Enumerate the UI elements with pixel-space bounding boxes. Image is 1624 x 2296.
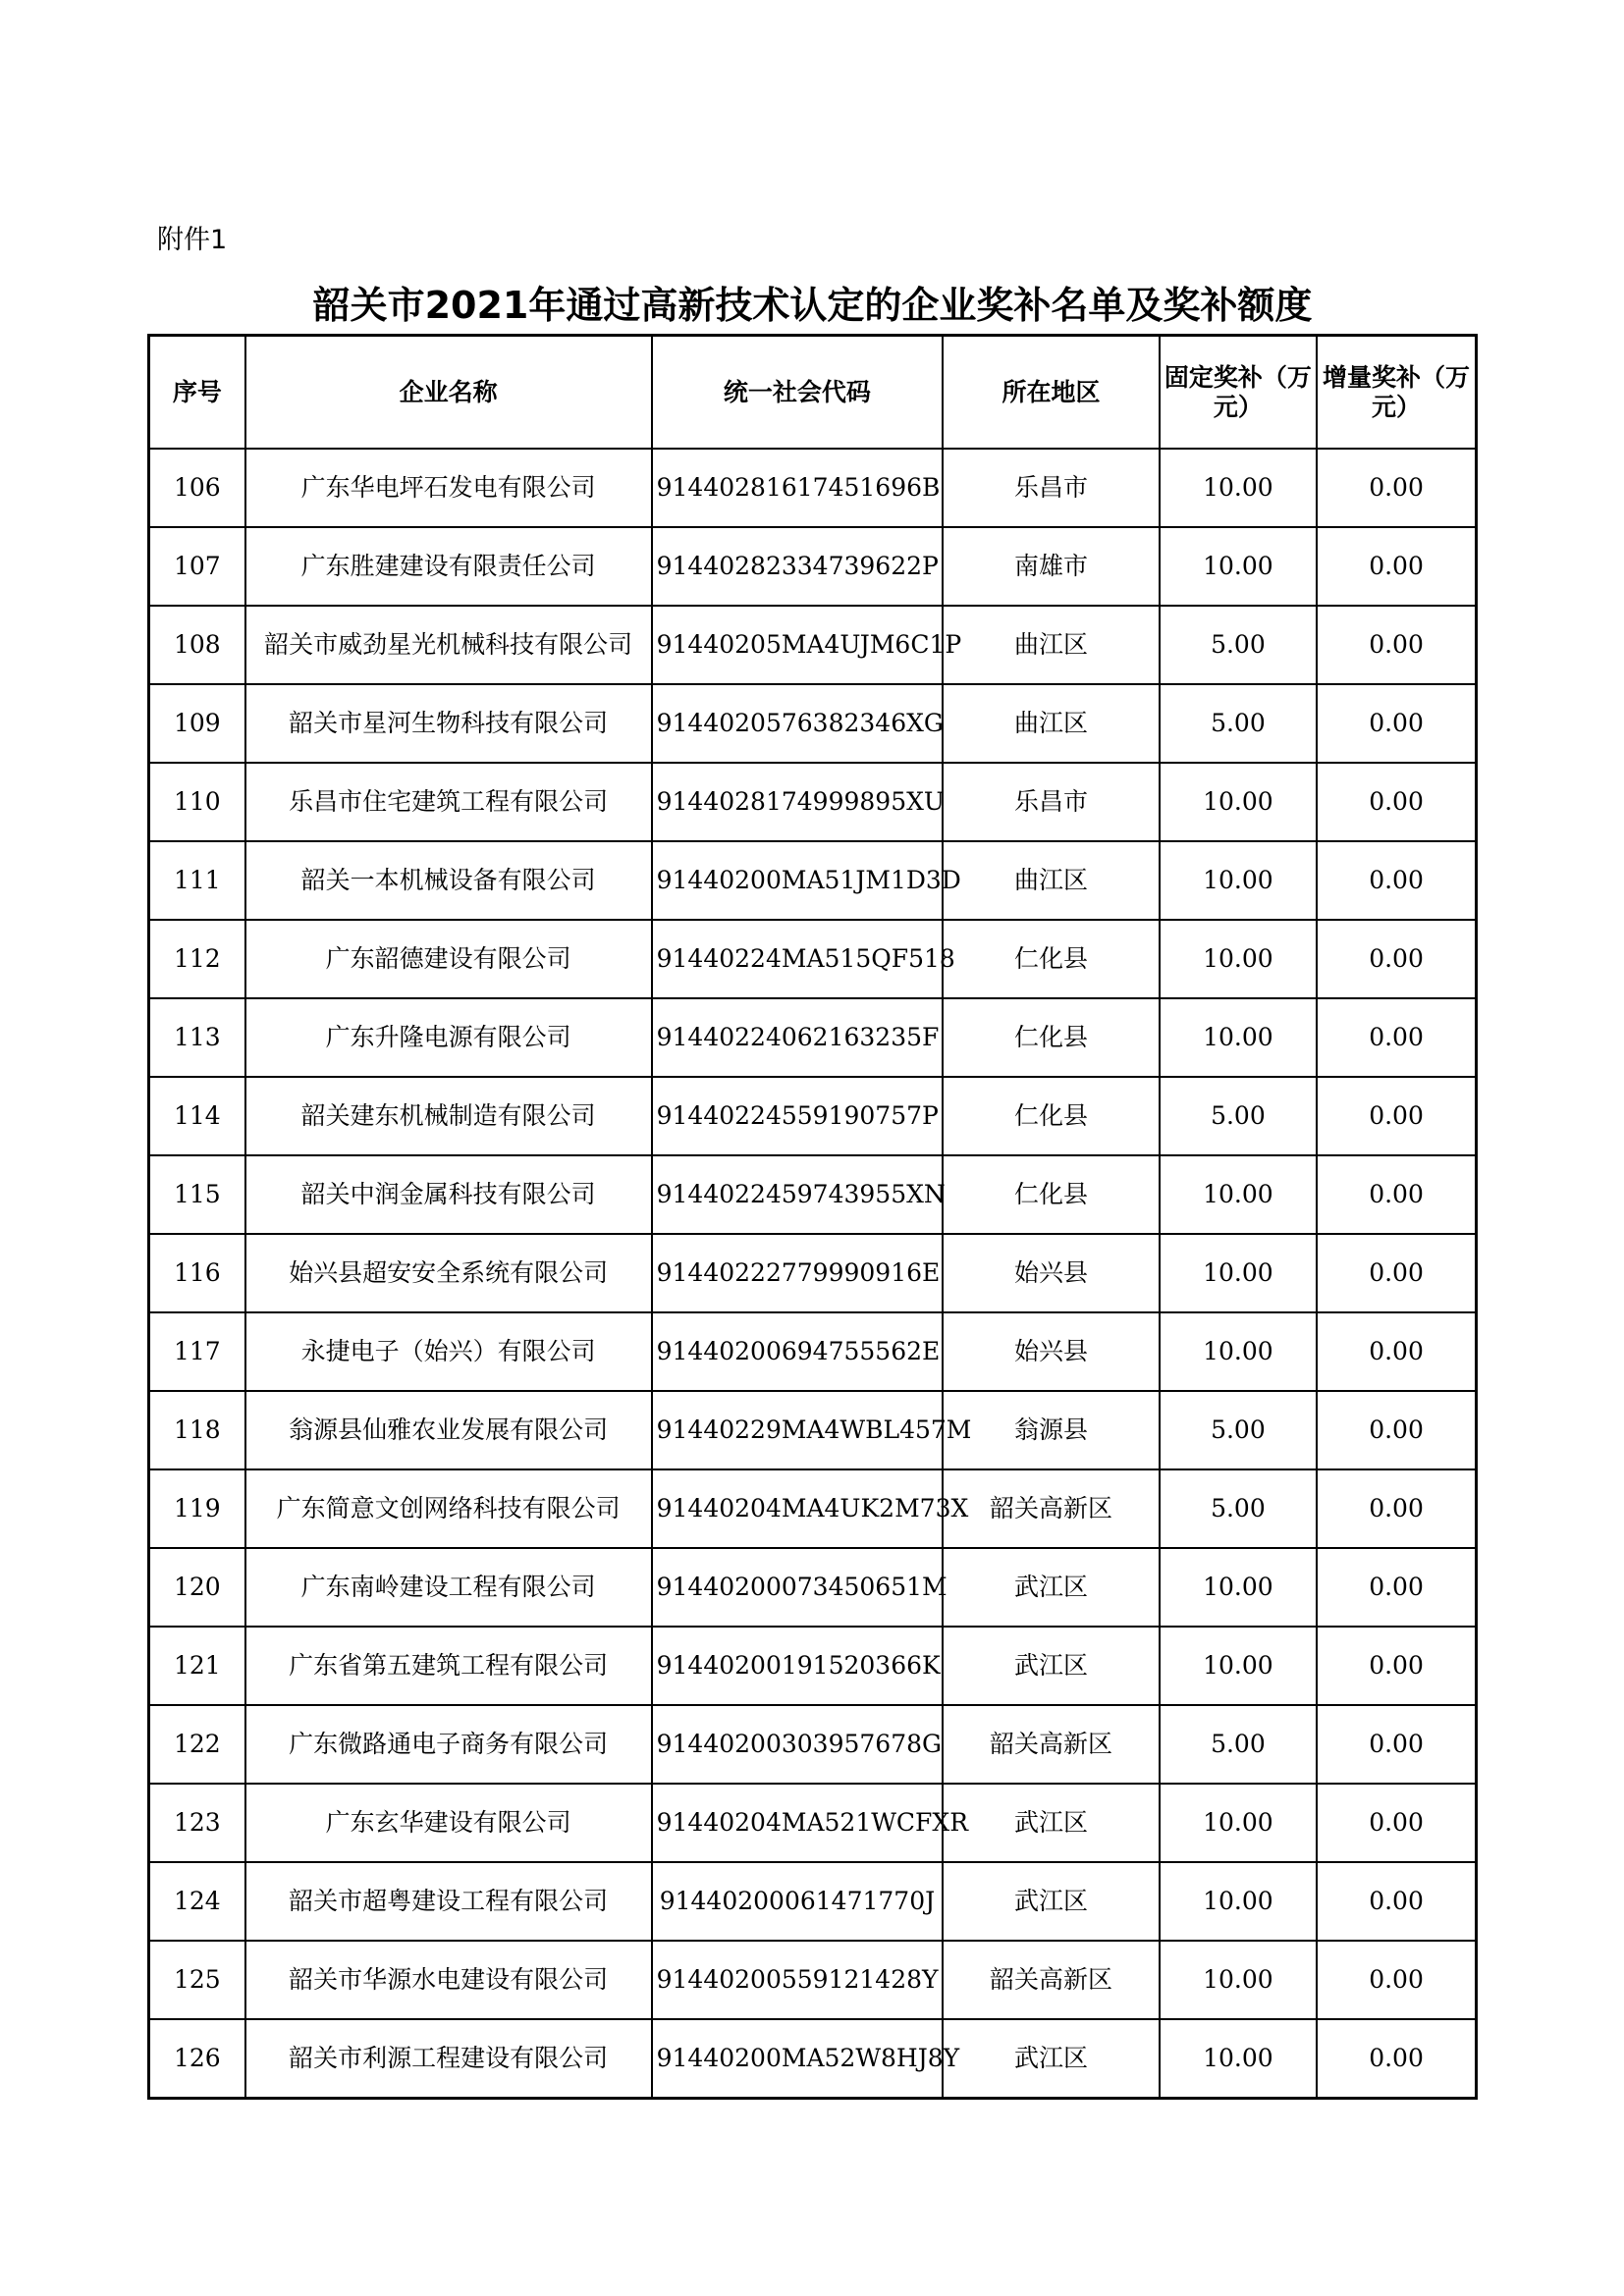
region-cell: 韶关高新区: [943, 1469, 1159, 1548]
fixed-award-cell: 10.00: [1160, 1312, 1317, 1391]
fixed-award-cell: 10.00: [1160, 1784, 1317, 1862]
table-body: [149, 449, 1477, 2099]
fixed-award-cell: 10.00: [1160, 920, 1317, 998]
credit-code-cell: 91440200073450651M: [652, 1548, 944, 1627]
seq-cell: 109: [149, 684, 245, 763]
region-cell: 仁化县: [943, 1155, 1159, 1234]
seq-cell: 117: [149, 1312, 245, 1391]
seq-cell: 118: [149, 1391, 245, 1469]
region-cell: 乐昌市: [943, 449, 1159, 527]
table-row: [149, 2019, 1477, 2099]
company-name-cell: 翁源县仙雅农业发展有限公司: [245, 1391, 652, 1469]
company-name-cell: 广东韶德建设有限公司: [245, 920, 652, 998]
company-name-cell: 乐昌市住宅建筑工程有限公司: [245, 763, 652, 841]
credit-code-cell: 91440282334739622P: [652, 527, 944, 606]
incremental-award-cell: 0.00: [1317, 527, 1476, 606]
seq-cell: 111: [149, 841, 245, 920]
credit-code-cell: 91440281617451696B: [652, 449, 944, 527]
incremental-award-cell: 0.00: [1317, 1391, 1476, 1469]
company-name-cell: 韶关中润金属科技有限公司: [245, 1155, 652, 1234]
seq-cell: 110: [149, 763, 245, 841]
header-region: 所在地区: [943, 336, 1159, 450]
incremental-award-cell: 0.00: [1317, 1941, 1476, 2019]
company-name-cell: 始兴县超安安全系统有限公司: [245, 1234, 652, 1312]
region-cell: 仁化县: [943, 920, 1159, 998]
table-row: [149, 1077, 1477, 1155]
seq-cell: 112: [149, 920, 245, 998]
incremental-award-cell: 0.00: [1317, 920, 1476, 998]
company-name-cell: 广东省第五建筑工程有限公司: [245, 1627, 652, 1705]
fixed-award-cell: 10.00: [1160, 1155, 1317, 1234]
credit-code-cell: 91440204MA521WCFXR: [652, 1784, 944, 1862]
seq-cell: 119: [149, 1469, 245, 1548]
fixed-award-cell: 5.00: [1160, 1705, 1317, 1784]
credit-code-cell: 9144020576382346XG: [652, 684, 944, 763]
company-name-cell: 永捷电子（始兴）有限公司: [245, 1312, 652, 1391]
seq-cell: 121: [149, 1627, 245, 1705]
fixed-award-cell: 5.00: [1160, 1469, 1317, 1548]
table-row: [149, 763, 1477, 841]
incremental-award-cell: 0.00: [1317, 763, 1476, 841]
table-row: [149, 920, 1477, 998]
region-cell: 武江区: [943, 1784, 1159, 1862]
fixed-award-cell: 10.00: [1160, 1627, 1317, 1705]
incremental-award-cell: 0.00: [1317, 998, 1476, 1077]
header-row: [149, 336, 1477, 450]
fixed-award-cell: 10.00: [1160, 1548, 1317, 1627]
company-name-cell: 韶关市超粤建设工程有限公司: [245, 1862, 652, 1941]
fixed-award-cell: 5.00: [1160, 606, 1317, 684]
header-fixed-award: 固定奖补（万元）: [1160, 336, 1317, 450]
company-name-cell: 广东南岭建设工程有限公司: [245, 1548, 652, 1627]
credit-code-cell: 91440200694755562E: [652, 1312, 944, 1391]
region-cell: 仁化县: [943, 1077, 1159, 1155]
region-cell: 武江区: [943, 1548, 1159, 1627]
table-row: [149, 998, 1477, 1077]
region-cell: 曲江区: [943, 841, 1159, 920]
seq-cell: 124: [149, 1862, 245, 1941]
credit-code-cell: 91440200061471770J: [652, 1862, 944, 1941]
region-cell: 始兴县: [943, 1234, 1159, 1312]
region-cell: 曲江区: [943, 606, 1159, 684]
region-cell: 武江区: [943, 2019, 1159, 2099]
region-cell: 武江区: [943, 1627, 1159, 1705]
seq-cell: 115: [149, 1155, 245, 1234]
credit-code-cell: 91440204MA4UK2M73X: [652, 1469, 944, 1548]
credit-code-cell: 91440222779990916E: [652, 1234, 944, 1312]
region-cell: 韶关高新区: [943, 1705, 1159, 1784]
fixed-award-cell: 10.00: [1160, 1234, 1317, 1312]
company-name-cell: 广东玄华建设有限公司: [245, 1784, 652, 1862]
incremental-award-cell: 0.00: [1317, 1627, 1476, 1705]
fixed-award-cell: 10.00: [1160, 841, 1317, 920]
header-incremental-award: 增量奖补（万元）: [1317, 336, 1476, 450]
fixed-award-cell: 10.00: [1160, 527, 1317, 606]
document-title: 韶关市2021年通过高新技术认定的企业奖补名单及奖补额度: [312, 284, 1313, 327]
header-seq: 序号: [149, 336, 245, 450]
incremental-award-cell: 0.00: [1317, 606, 1476, 684]
table-row: [149, 1862, 1477, 1941]
credit-code-cell: 91440200303957678G: [652, 1705, 944, 1784]
incremental-award-cell: 0.00: [1317, 1862, 1476, 1941]
region-cell: 武江区: [943, 1862, 1159, 1941]
company-name-cell: 韶关建东机械制造有限公司: [245, 1077, 652, 1155]
fixed-award-cell: 5.00: [1160, 1391, 1317, 1469]
credit-code-cell: 91440200191520366K: [652, 1627, 944, 1705]
seq-cell: 116: [149, 1234, 245, 1312]
attachment-label: 附件1: [157, 225, 228, 255]
fixed-award-cell: 10.00: [1160, 2019, 1317, 2099]
region-cell: 翁源县: [943, 1391, 1159, 1469]
fixed-award-cell: 10.00: [1160, 1862, 1317, 1941]
region-cell: 仁化县: [943, 998, 1159, 1077]
seq-cell: 108: [149, 606, 245, 684]
table-row: [149, 1469, 1477, 1548]
incremental-award-cell: 0.00: [1317, 1469, 1476, 1548]
table-row: [149, 1548, 1477, 1627]
incremental-award-cell: 0.00: [1317, 1077, 1476, 1155]
region-cell: 韶关高新区: [943, 1941, 1159, 2019]
table-row: [149, 1234, 1477, 1312]
seq-cell: 120: [149, 1548, 245, 1627]
fixed-award-cell: 5.00: [1160, 1077, 1317, 1155]
region-cell: 曲江区: [943, 684, 1159, 763]
credit-code-cell: 91440229MA4WBL457M: [652, 1391, 944, 1469]
seq-cell: 107: [149, 527, 245, 606]
incremental-award-cell: 0.00: [1317, 1548, 1476, 1627]
incremental-award-cell: 0.00: [1317, 1155, 1476, 1234]
table-row: [149, 684, 1477, 763]
region-cell: 乐昌市: [943, 763, 1159, 841]
company-name-cell: 广东升隆电源有限公司: [245, 998, 652, 1077]
fixed-award-cell: 10.00: [1160, 1941, 1317, 2019]
incremental-award-cell: 0.00: [1317, 1312, 1476, 1391]
company-name-cell: 韶关市华源水电建设有限公司: [245, 1941, 652, 2019]
seq-cell: 122: [149, 1705, 245, 1784]
company-name-cell: 广东胜建建设有限责任公司: [245, 527, 652, 606]
fixed-award-cell: 10.00: [1160, 763, 1317, 841]
seq-cell: 113: [149, 998, 245, 1077]
incremental-award-cell: 0.00: [1317, 841, 1476, 920]
table-row: [149, 527, 1477, 606]
seq-cell: 126: [149, 2019, 245, 2099]
incremental-award-cell: 0.00: [1317, 1705, 1476, 1784]
incremental-award-cell: 0.00: [1317, 684, 1476, 763]
credit-code-cell: 91440200559121428Y: [652, 1941, 944, 2019]
seq-cell: 123: [149, 1784, 245, 1862]
credit-code-cell: 91440200MA51JM1D3D: [652, 841, 944, 920]
company-name-cell: 广东简意文创网络科技有限公司: [245, 1469, 652, 1548]
company-name-cell: 韶关一本机械设备有限公司: [245, 841, 652, 920]
table-row: [149, 1941, 1477, 2019]
table-row: [149, 1784, 1477, 1862]
seq-cell: 106: [149, 449, 245, 527]
region-cell: 始兴县: [943, 1312, 1159, 1391]
credit-code-cell: 91440224062163235F: [652, 998, 944, 1077]
company-name-cell: 韶关市星河生物科技有限公司: [245, 684, 652, 763]
fixed-award-cell: 10.00: [1160, 998, 1317, 1077]
company-name-cell: 广东华电坪石发电有限公司: [245, 449, 652, 527]
credit-code-cell: 91440224MA515QF518: [652, 920, 944, 998]
company-name-cell: 广东微路通电子商务有限公司: [245, 1705, 652, 1784]
credit-code-cell: 91440224559190757P: [652, 1077, 944, 1155]
fixed-award-cell: 5.00: [1160, 684, 1317, 763]
table-row: [149, 1391, 1477, 1469]
region-cell: 南雄市: [943, 527, 1159, 606]
incremental-award-cell: 0.00: [1317, 1234, 1476, 1312]
table-row: [149, 606, 1477, 684]
credit-code-cell: 91440205MA4UJM6C1P: [652, 606, 944, 684]
table-row: [149, 1627, 1477, 1705]
table-row: [149, 449, 1477, 527]
incremental-award-cell: 0.00: [1317, 1784, 1476, 1862]
header-name: 企业名称: [245, 336, 652, 450]
credit-code-cell: 9144022459743955XN: [652, 1155, 944, 1234]
company-name-cell: 韶关市威劲星光机械科技有限公司: [245, 606, 652, 684]
header-code: 统一社会代码: [652, 336, 944, 450]
incremental-award-cell: 0.00: [1317, 449, 1476, 527]
credit-code-cell: 91440200MA52W8HJ8Y: [652, 2019, 944, 2099]
seq-cell: 114: [149, 1077, 245, 1155]
table-row: [149, 1705, 1477, 1784]
table-row: [149, 1312, 1477, 1391]
seq-cell: 125: [149, 1941, 245, 2019]
award-table: [147, 334, 1478, 2100]
fixed-award-cell: 10.00: [1160, 449, 1317, 527]
credit-code-cell: 9144028174999895XU: [652, 763, 944, 841]
company-name-cell: 韶关市利源工程建设有限公司: [245, 2019, 652, 2099]
table-row: [149, 1155, 1477, 1234]
incremental-award-cell: 0.00: [1317, 2019, 1476, 2099]
table-row: [149, 841, 1477, 920]
